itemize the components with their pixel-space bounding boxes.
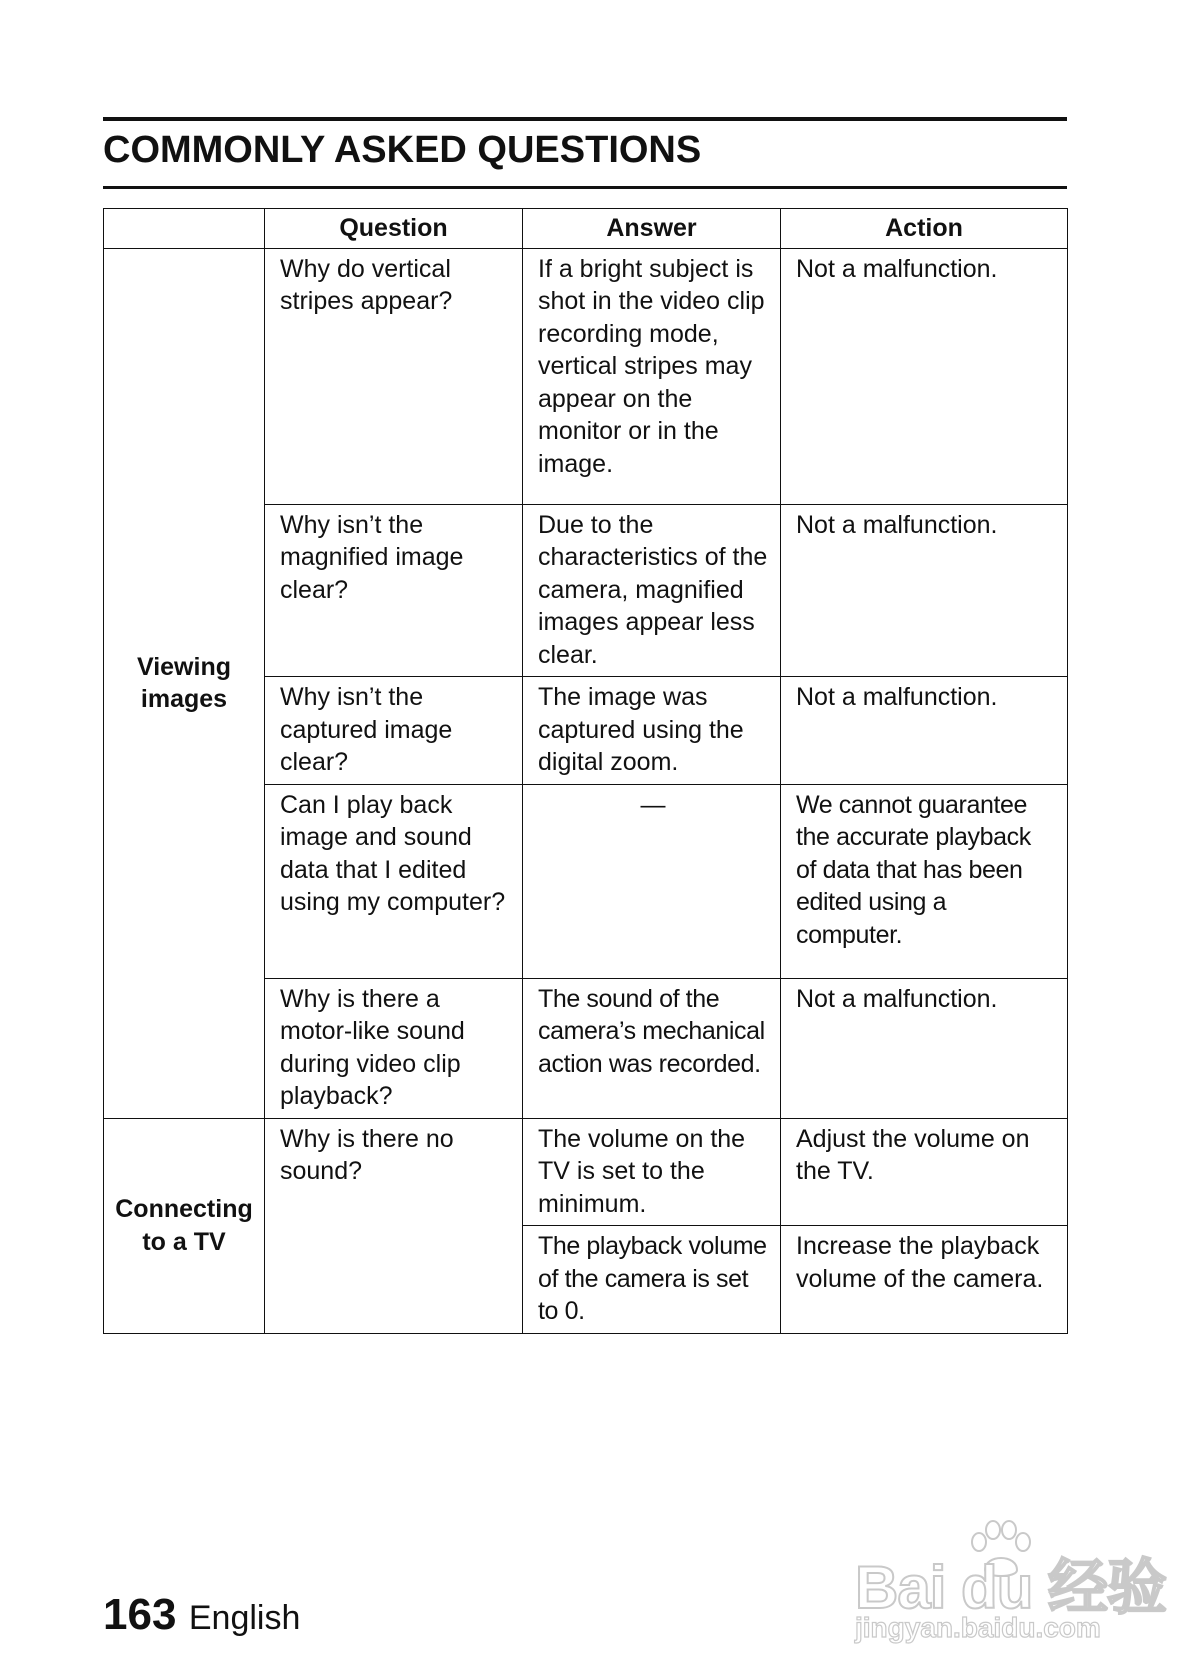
category-cell-viewing-images [104, 248, 265, 1118]
answer-cell: The volume on the TV is set to the minimum. [523, 1118, 781, 1226]
action-cell: Not a malfunction. [781, 248, 1068, 504]
answer-cell: The image was captured using the digital zoom. [523, 677, 781, 785]
question-cell: Why isn’t the magnified image clear? [265, 504, 523, 677]
question-cell: Why do vertical stripes appear? [265, 248, 523, 504]
action-cell: Not a malfunction. [781, 504, 1068, 677]
answer-cell: Due to the characteristics of the camera, magnified images appear less clear. [523, 504, 781, 677]
page-header [103, 117, 1067, 189]
table-header-row [104, 209, 1068, 249]
category-cell-connecting-to-tv [104, 1118, 265, 1333]
header-cell-answer: Answer [523, 209, 781, 249]
question-cell: Why is there no sound? [265, 1118, 523, 1333]
category-label-line: Connecting [115, 1195, 253, 1223]
answer-cell: The sound of the camera’s mechanical action was recorded. [523, 978, 781, 1118]
table-row [104, 248, 1068, 504]
faq-table [103, 208, 1068, 1334]
question-cell: Can I play back image and sound data that I edited using my computer? [265, 784, 523, 978]
category-label-line: to a TV [142, 1227, 226, 1256]
page-title: COMMONLY ASKED QUESTIONS [103, 129, 702, 171]
action-cell: We cannot guarantee the accurate playback of data that has been edited using a computer. [781, 784, 1068, 978]
answer-cell: If a bright subject is shot in the video clip recording mode, vertical stripes may appear on the monitor or in the image. [523, 248, 781, 504]
page-footer [103, 1590, 300, 1640]
watermark-url: jingyan.baidu.com [855, 1612, 1101, 1643]
answer-cell: The playback volume of the camera is set to 0. [523, 1226, 781, 1334]
table-row [104, 1118, 1068, 1226]
page-number: 163 [103, 1590, 177, 1639]
action-cell: Increase the playback volume of the camera. [781, 1226, 1068, 1334]
answer-cell-empty-dash: — [523, 784, 781, 978]
watermark-logo-text: Bai du 经验 [855, 1554, 1167, 1621]
header-cell-action: Action [781, 209, 1068, 249]
action-cell: Not a malfunction. [781, 978, 1068, 1118]
question-cell: Why is there a motor-like sound during video clip playback? [265, 978, 523, 1118]
category-label-line: Viewing [136, 652, 231, 681]
page-language: English [188, 1599, 301, 1637]
action-cell: Not a malfunction. [781, 677, 1068, 785]
baidu-watermark [855, 1520, 1167, 1650]
question-cell: Why isn’t the captured image clear? [265, 677, 523, 785]
action-cell: Adjust the volume on the TV. [781, 1118, 1068, 1226]
category-label-line: images [140, 685, 228, 713]
header-cell-category [104, 209, 265, 249]
header-cell-question: Question [265, 209, 523, 249]
